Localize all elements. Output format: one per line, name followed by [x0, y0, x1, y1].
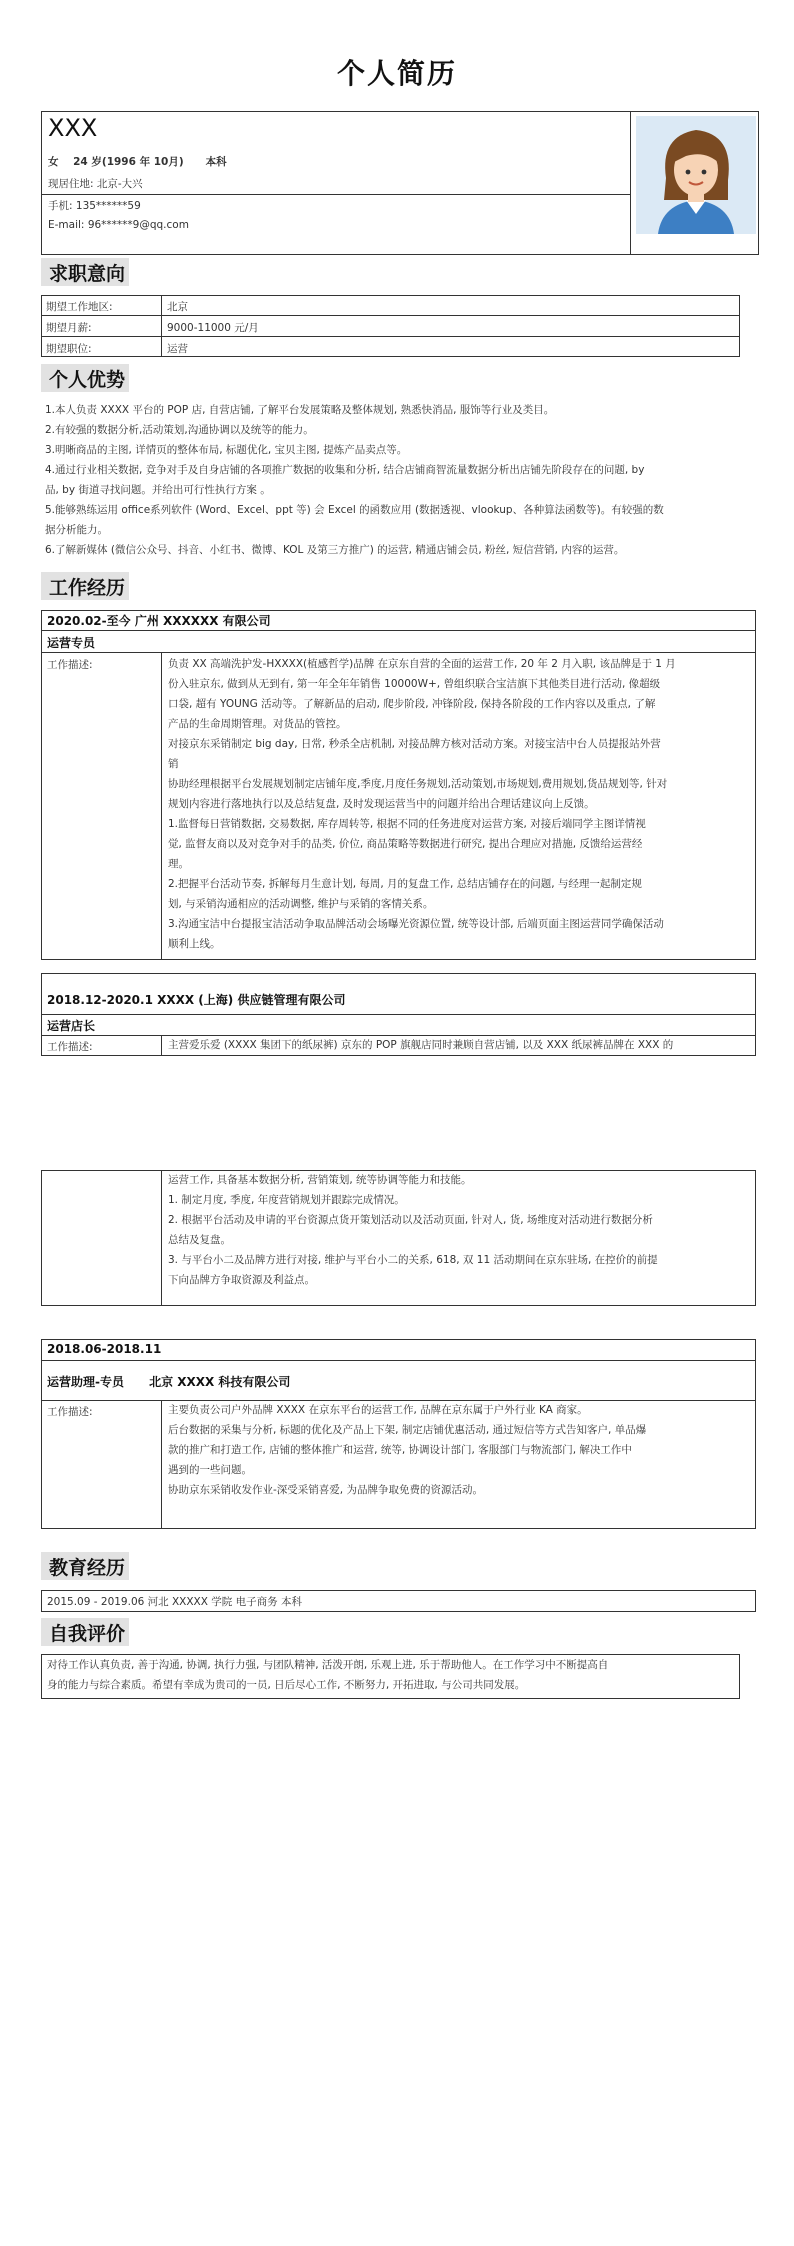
job3-position: 运营助理-专员 [47, 1375, 124, 1389]
label-position: 期望职位: [46, 343, 92, 355]
list-item: 主要负责公司户外品牌 XXXX 在京东平台的运营工作, 品牌在京东属于户外行业 KA 商家。 [168, 1404, 588, 1416]
gender: 女 [48, 156, 59, 168]
education-line: 2015.09 - 2019.06 河北 XXXXX 学院 电子商务 本科 [47, 1596, 302, 1608]
page-title: 个人简历 [336, 57, 457, 90]
list-item: 份入驻京东, 做到从无到有, 第一年全年年销售 10000W+, 曾组织联合宝洁旗下其他类目进行活动, 像超级 [168, 678, 661, 690]
label-location: 期望工作地区: [46, 301, 113, 313]
residence: 现居住地: 北京-大兴 [48, 178, 143, 190]
job1-description [168, 654, 753, 954]
job2-position: 运营店长 [47, 1019, 96, 1033]
job2-desc-first-line: 主营爱乐爱 (XXXX 集团下的纸尿裤) 京东的 POP 旗舰店同时兼顾自营店铺, 以及 XXX 纸尿裤品牌在 XXX 的 [168, 1039, 674, 1051]
list-item: 规划内容进行落地执行以及总结复盘, 及时发现运营当中的问题并给出合理话建议向上反馈。 [168, 798, 595, 810]
list-item: 6.了解新媒体 (微信公众号、抖音、小红书、微博、KOL 及第三方推广) 的运营, 精通店铺会员, 粉丝, 短信营销, 内容的运营。 [45, 544, 625, 556]
list-item: 5.能够熟练运用 office系列软件 (Word、Excel、ppt 等) 会 Excel 的函数应用 (数据透视、vlookup、各种算法函数等)。有较强的数 [45, 504, 664, 516]
list-item: 对待工作认真负责, 善于沟通, 协调, 执行力强, 与团队精神, 活泼开朗, 乐观上进, 乐于帮助他人。在工作学习中不断提高自 [47, 1659, 609, 1671]
job3-company: 北京 XXXX 科技有限公司 [149, 1375, 291, 1389]
job2-desc-label: 工作描述: [47, 1041, 93, 1053]
list-item: 1.监督每日营销数据, 交易数据, 库存周转等, 根据不同的任务进度对运营方案, 对接后端同学主图详情视 [168, 818, 646, 830]
avatar-illustration [636, 116, 756, 234]
list-item: 2. 根据平台活动及申请的平台资源点货开策划活动以及活动页面, 针对人, 货, 场维度对活动进行数据分析 [168, 1214, 653, 1226]
job3-desc-label: 工作描述: [47, 1406, 93, 1418]
value-salary: 9000-11000 元/月 [167, 322, 259, 334]
list-item: 协助经理根据平台发展规划制定店铺年度,季度,月度任务规划,活动策划,市场规划,费用规划,货品规划等, 针对 [168, 778, 668, 790]
section-self-evaluation: 自我评价 [49, 1623, 126, 1645]
list-item: 身的能力与综合素质。希望有幸成为贵司的一员, 日后尽心工作, 不断努力, 开拓进取, 与公司共同发展。 [47, 1679, 526, 1691]
phone: 手机: 135******59 [48, 200, 141, 212]
age: 24 岁(1996 年 10月) [73, 156, 184, 168]
advantages-list [45, 400, 750, 560]
list-item: 3.明晰商品的主图, 详情页的整体布局, 标题优化, 宝贝主图, 提炼产品卖点等。 [45, 444, 408, 456]
list-item: 4.通过行业相关数据, 竞争对手及自身店铺的各项推广数据的收集和分析, 结合店铺商智流量数据分析出店铺先阶段存在的问题, by [45, 464, 645, 476]
list-item: 3.沟通宝洁中台提报宝洁活动争取品牌活动会场曝光资源位置, 统等设计部, 后端页面主图运营同学确保活动 [168, 918, 664, 930]
list-item: 2.把握平台活动节奏, 拆解每月生意计划, 每周, 月的复盘工作, 总结店铺存在的问题, 与经理一起制定规 [168, 878, 642, 890]
basic-info [48, 154, 227, 169]
job-intent-table [41, 295, 740, 357]
list-item: 3. 与平台小二及品牌方进行对接, 维护与平台小二的关系, 618, 双 11 活动期间在京东驻场, 在控价的前提 [168, 1254, 658, 1266]
job1-period-company: 2020.02-至今 广州 XXXXXX 有限公司 [47, 614, 271, 628]
list-item: 下向品牌方争取资源及利益点。 [168, 1274, 315, 1286]
list-item: 产品的生命周期管理。对货品的管控。 [168, 718, 347, 730]
email: E-mail: 96******9@qq.com [48, 219, 189, 231]
list-item: 理。 [168, 858, 189, 870]
section-job-intent: 求职意向 [49, 263, 126, 285]
candidate-name: XXX [48, 114, 98, 142]
list-item: 1. 制定月度, 季度, 年度营销规划并跟踪完成情况。 [168, 1194, 405, 1206]
list-item: 销 [168, 758, 179, 770]
list-item: 划, 与采销沟通相应的活动调整, 维护与采销的客情关系。 [168, 898, 434, 910]
value-location: 北京 [167, 301, 188, 313]
list-item: 款的推广和打造工作, 店铺的整体推广和运营, 统等, 协调设计部门, 客服部门与物流部门, 解决工作中 [168, 1444, 632, 1456]
list-item: 口袋, 超有 YOUNG 活动等。了解新品的启动, 爬步阶段, 冲锋阶段, 保持各阶段的工作内容以及重点, 了解 [168, 698, 656, 710]
list-item: 对接京东采销制定 big day, 日常, 秒杀全店机制, 对接品牌方核对活动方案。对接宝洁中台人员提报站外营 [168, 738, 661, 750]
list-item: 据分析能力。 [45, 524, 108, 536]
job3-period: 2018.06-2018.11 [47, 1342, 162, 1356]
list-item: 遇到的一些问题。 [168, 1464, 252, 1476]
job3-position-company [47, 1373, 290, 1390]
job2-description [168, 1170, 753, 1290]
list-item: 1.本人负责 XXXX 平台的 POP 店, 自营店铺, 了解平台发展策略及整体规划, 熟悉快消品, 服饰等行业及类目。 [45, 404, 555, 416]
avatar [636, 116, 756, 234]
section-education: 教育经历 [49, 1557, 126, 1579]
list-item: 觉, 监督友商以及对竞争对手的品类, 价位, 商品策略等数据进行研究, 提出合理应对措施, 反馈给运营经 [168, 838, 643, 850]
value-position: 运营 [167, 343, 188, 355]
list-item: 总结及复盘。 [168, 1234, 231, 1246]
job1-position: 运营专员 [47, 636, 96, 650]
list-item: 负责 XX 高端洗护发-HXXXX(植感哲学)品牌 在京东自营的全面的运营工作, 20 年 2 月入职, 该品牌是于 1 月 [168, 658, 676, 670]
label-salary: 期望月薪: [46, 322, 92, 334]
job2-period-company: 2018.12-2020.1 XXXX (上海) 供应链管理有限公司 [47, 993, 346, 1007]
self-evaluation-text [47, 1655, 737, 1695]
list-item: 品, by 街道寻找问题。并给出可行性执行方案 。 [45, 484, 271, 496]
list-item: 运营工作, 具备基本数据分析, 营销策划, 统等协调等能力和技能。 [168, 1174, 472, 1186]
list-item: 顺利上线。 [168, 938, 221, 950]
job1-desc-label: 工作描述: [47, 659, 93, 671]
list-item: 2.有较强的数据分析,活动策划,沟通协调以及统等的能力。 [45, 424, 314, 436]
section-work: 工作经历 [49, 577, 126, 599]
section-advantages: 个人优势 [49, 369, 126, 391]
job3-description [168, 1400, 753, 1500]
list-item: 后台数据的采集与分析, 标题的优化及产品上下架, 制定店铺优惠活动, 通过短信等方式告知客户, 单品爆 [168, 1424, 647, 1436]
list-item: 协助京东采销收发作业-深受采销喜爱, 为品牌争取免费的资源活动。 [168, 1484, 483, 1496]
education-level: 本科 [205, 156, 227, 168]
